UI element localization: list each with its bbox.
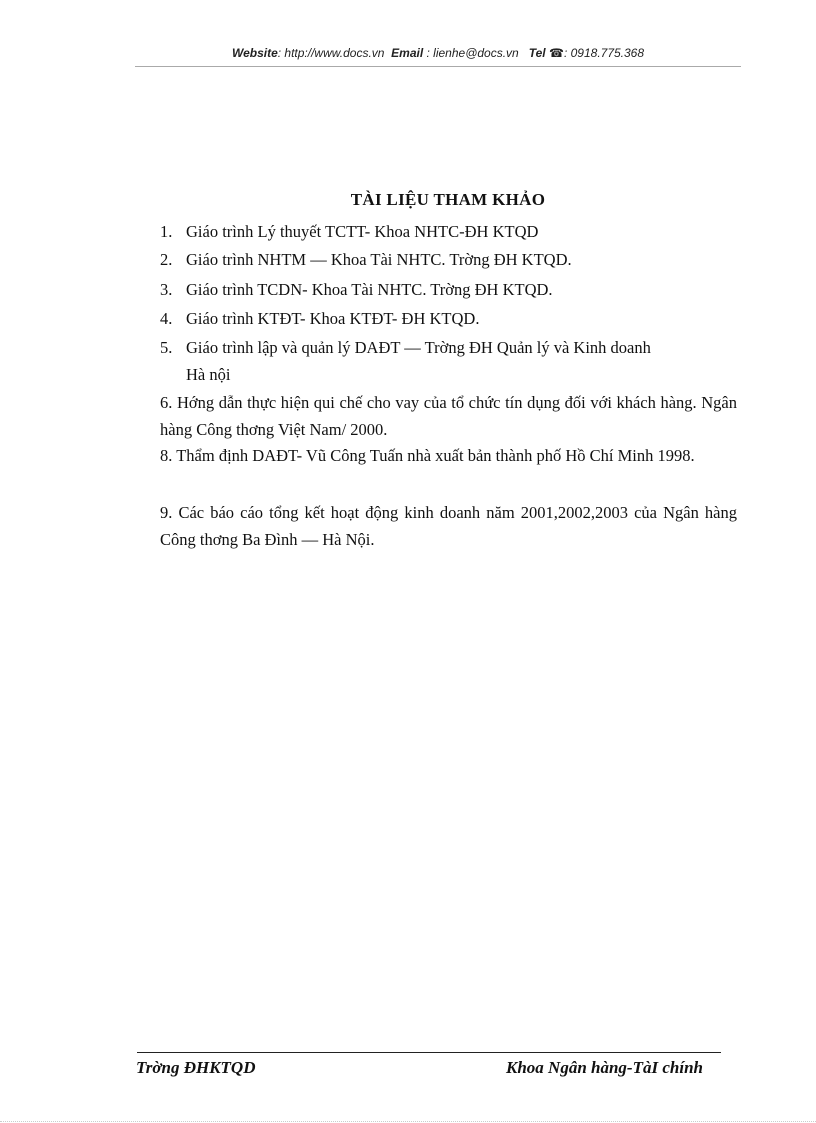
reference-item-5: 5. Giáo trình lập và quản lý DAĐT — Trờng ĐH Quản lý và Kinh doanh Hà nội <box>160 338 651 384</box>
footer-school: Trờng ĐHKTQD <box>136 1058 256 1077</box>
footer-divider <box>137 1052 721 1053</box>
page-title: TÀI LIỆU THAM KHẢO <box>350 190 546 209</box>
reference-item-2: 2. Giáo trình NHTM — Khoa Tài NHTC. Trờng ĐH KTQD. <box>160 250 572 269</box>
reference-item-4: 4. Giáo trình KTĐT- Khoa KTĐT- ĐH KTQD. <box>160 309 480 328</box>
page-edge <box>0 1121 816 1122</box>
reference-item-1: 1. Giáo trình Lý thuyết TCTT- Khoa NHTC-ĐH KTQD <box>160 222 539 241</box>
website-value: : http://www.docs.vn <box>277 46 385 60</box>
phone-icon: ☎ <box>549 46 564 60</box>
reference-item-9: 9. Các báo cáo tổng kết hoạt động kinh doanh năm 2001,2002,2003 của Ngân hàng Công thơng Ba Đình — Hà Nội. <box>160 503 737 549</box>
email-value: : lienhe@docs.vn <box>426 46 519 60</box>
tel-label: Tel <box>528 46 546 60</box>
footer-faculty: Khoa Ngân hàng-TàI chính <box>506 1058 703 1077</box>
website-label: Website <box>231 46 278 60</box>
reference-item-6: 6. Hớng dẫn thực hiện qui chế cho vay của tổ chức tín dụng đối với khách hàng. Ngân hàng Công thơng Việt Nam/ 2000. <box>160 393 737 439</box>
header-divider <box>135 66 741 67</box>
reference-item-3: 3. Giáo trình TCDN- Khoa Tài NHTC. Trờng ĐH KTQD. <box>160 280 553 299</box>
tel-value: : 0918.775.368 <box>563 46 645 60</box>
email-label: Email <box>391 46 424 60</box>
page-header <box>135 46 741 60</box>
reference-item-8: 8. Thẩm định DAĐT- Vũ Công Tuấn nhà xuất bản thành phố Hồ Chí Minh 1998. <box>160 446 695 465</box>
